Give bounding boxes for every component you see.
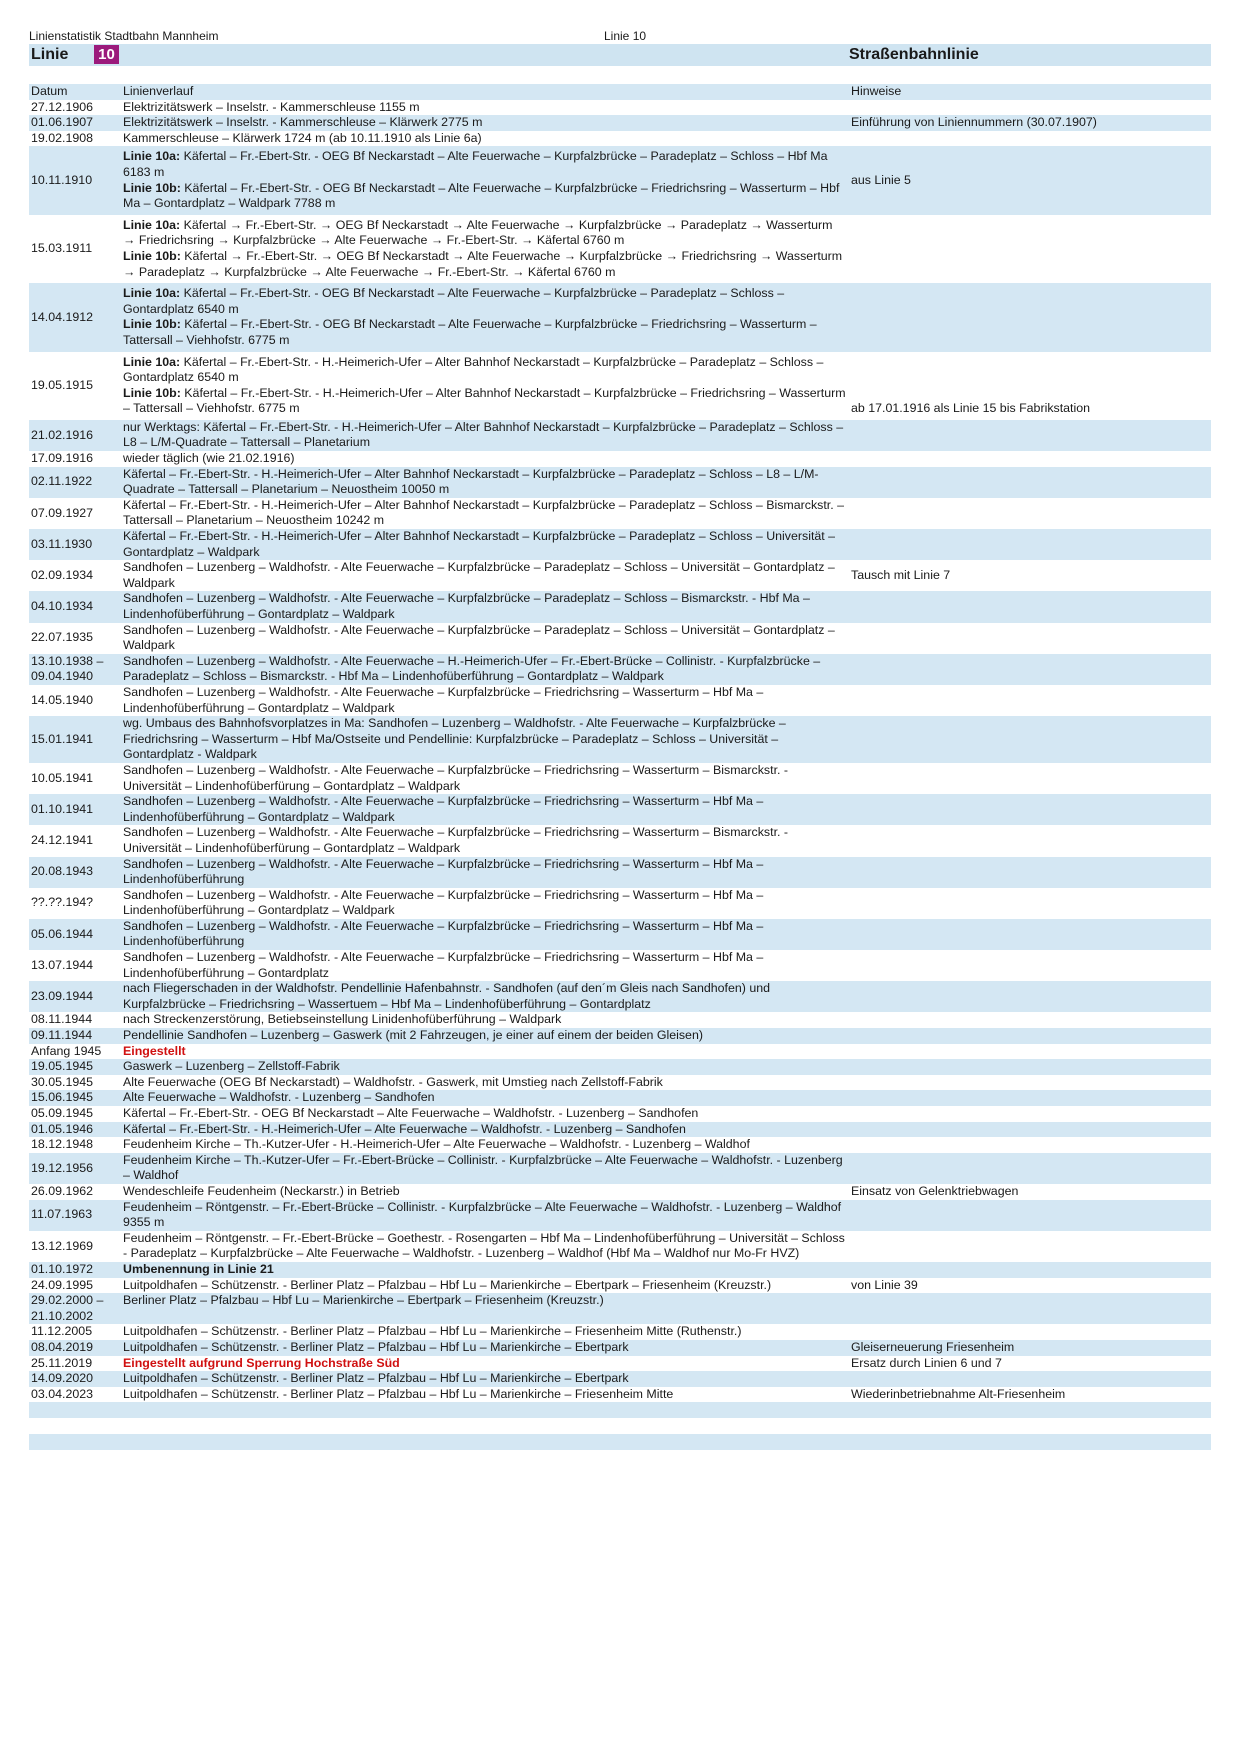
route-text: wg. Umbaus des Bahnhofsvorplatzes in Ma: Sandhofen – Luzenberg – Waldhofstr. - Alte Feuerwache – Kurpfalzbrücke – Friedrichsring – Wasserturm – Hbf Ma/Ostseite und Pendellinie: Kurpfalzbrücke – Paradeplatz – Schloss – Universität – Gontardplatz - Waldpark	[123, 716, 786, 762]
row-route	[123, 1106, 847, 1122]
row-note	[847, 1137, 1211, 1153]
row-date: 05.06.1944	[31, 926, 94, 941]
row-route	[123, 623, 847, 654]
row-route	[123, 529, 847, 560]
row-date: 30.05.1945	[31, 1074, 94, 1089]
row-note	[847, 467, 1211, 498]
row-note	[847, 100, 1211, 116]
table-row	[29, 1137, 1211, 1153]
row-note	[847, 825, 1211, 856]
row-date: 17.09.1916	[31, 451, 94, 466]
route-text: Kammerschleuse – Klärwerk 1724 m (ab 10.11.1910 als Linie 6a)	[123, 130, 482, 145]
row-route	[123, 149, 847, 211]
row-note: ab 17.01.1916 als Linie 15 bis Fabrikstation	[851, 401, 1091, 416]
row-route	[123, 763, 847, 794]
row-date: 18.12.1948	[31, 1137, 94, 1152]
row-date: Anfang 1945	[31, 1043, 102, 1058]
table-row	[29, 115, 1211, 131]
row-date: 09.11.1944	[31, 1028, 93, 1043]
route-text: Sandhofen – Luzenberg – Waldhofstr. - Alte Feuerwache – Kurpfalzbrücke – Friedrichsring – Wasserturm – Hbf Ma – Lindenhofüberführung – Gontardplatz	[123, 950, 764, 980]
row-route	[123, 467, 847, 498]
row-route	[123, 286, 847, 348]
route-text: Luitpoldhafen – Schützenstr. - Berliner Platz – Pfalzbau – Hbf Lu – Marienkirche – Ebertpark	[123, 1339, 629, 1354]
row-route	[123, 115, 847, 131]
row-note	[847, 1153, 1211, 1184]
row-route	[123, 1184, 847, 1200]
row-date: 19.05.1945	[31, 1059, 94, 1074]
line-title-label: Linie	[31, 46, 69, 63]
route-a-text: Käfertal – Fr.-Ebert-Str. - OEG Bf Neckarstadt – Alte Feuerwache – Kurpfalzbrücke – Paradeplatz – Schloss – Gontardplatz 6540 m	[123, 286, 785, 316]
row-route	[123, 1137, 847, 1153]
route-text: Wendeschleife Feudenheim (Neckarstr.) in Betrieb	[123, 1183, 400, 1198]
route-a-text: Käfertal – Fr.-Ebert-Str. - H.-Heimerich-Ufer – Alter Bahnhof Neckarstadt – Kurpfalzbrücke – Paradeplatz – Schloss – Gontardplatz 6540 m	[123, 354, 824, 385]
row-route	[123, 685, 847, 716]
row-route	[123, 1200, 847, 1231]
row-date: 19.02.1908	[31, 130, 94, 145]
row-date: 01.10.1972	[31, 1261, 94, 1276]
table-row	[29, 1356, 1211, 1372]
table-row	[29, 1387, 1211, 1403]
row-route	[123, 1293, 847, 1324]
row-date: 19.12.1956	[31, 1160, 94, 1175]
table-row	[29, 591, 1211, 622]
row-note	[847, 286, 1211, 348]
route-text: Alte Feuerwache (OEG Bf Neckarstadt) – Waldhofstr. - Gaswerk, mit Umstieg nach Zellstoff-Fabrik	[123, 1074, 663, 1089]
row-date: 19.05.1915	[31, 377, 94, 392]
route-text: Käfertal – Fr.-Ebert-Str. - H.-Heimerich-Ufer – Alter Bahnhof Neckarstadt – Kurpfalzbrücke – Paradeplatz – Schloss – Universität – Gontardplatz – Waldpark	[123, 529, 836, 559]
route-text: Käfertal – Fr.-Ebert-Str. - H.-Heimerich-Ufer – Alte Feuerwache – Waldhofstr. - Luzenberg – Sandhofen	[123, 1121, 686, 1136]
route-b-text: Käfertal → Fr.-Ebert-Str. → OEG Bf Neckarstadt → Alte Feuerwache → Kurpfalzbrücke → Friedrichsring → Wasserturm → Paradeplatz → Kurpfalzbrücke → Alte Feuerwache → Fr.-Ebert-Str. → Käfertal 6760 m	[123, 248, 843, 279]
table-row	[29, 794, 1211, 825]
row-note: Tausch mit Linie 7	[851, 568, 951, 583]
row-route	[123, 1231, 847, 1262]
row-route	[123, 1371, 847, 1387]
route-a-text: Käfertal → Fr.-Ebert-Str. → OEG Bf Neckarstadt → Alte Feuerwache → Kurpfalzbrücke → Paradeplatz → Wasserturm → Friedrichsring → Kurpfalzbrücke → Alte Feuerwache → Fr.-Ebert-Str. → Käfertal 6760 m	[123, 217, 833, 248]
route-text: nach Fliegerschaden in der Waldhofstr. Pendellinie Hafenbahnstr. - Sandhofen (auf den´m Gleis nach Sandhofen) und Kurpfalzbrücke – Friedrichsring – Wassertuem – Hbf Ma – Lindenhofüberführung – Gontardplatz	[123, 981, 771, 1011]
row-date: ??.??.194?	[31, 895, 94, 910]
row-route	[123, 888, 847, 919]
route-text: Sandhofen – Luzenberg – Waldhofstr. - Alte Feuerwache – Kurpfalzbrücke – Friedrichsring – Wasserturm – Hbf Ma – Lindenhofüberführung – Gontardplatz – Waldpark	[123, 794, 764, 824]
row-note	[847, 857, 1211, 888]
table-row	[29, 215, 1211, 283]
row-route	[123, 560, 847, 591]
row-note	[847, 1371, 1211, 1387]
column-header-route: Linienverlauf	[123, 84, 194, 98]
row-route	[123, 1262, 847, 1278]
row-route	[123, 355, 847, 417]
row-route	[123, 981, 847, 1012]
empty-row	[29, 1434, 1211, 1450]
route-text: Käfertal – Fr.-Ebert-Str. - OEG Bf Neckarstadt – Alte Feuerwache – Waldhofstr. - Luzenberg – Sandhofen	[123, 1106, 699, 1120]
route-text: Luitpoldhafen – Schützenstr. - Berliner Platz – Pfalzbau – Hbf Lu – Marienkirche – Ebertpark	[123, 1371, 629, 1386]
row-date: 15.03.1911	[31, 241, 93, 256]
row-date: 01.10.1941	[31, 801, 94, 816]
route-text: Sandhofen – Luzenberg – Waldhofstr. - Alte Feuerwache – Kurpfalzbrücke – Friedrichsring – Wasserturm – Hbf Ma – Lindenhofüberführung	[123, 918, 764, 949]
row-note	[847, 1106, 1211, 1122]
column-header-date: Datum	[31, 84, 68, 98]
row-route	[123, 131, 847, 147]
page-header	[29, 26, 1211, 44]
row-date: 02.09.1934	[31, 568, 94, 583]
row-route	[123, 1153, 847, 1184]
row-date: 20.08.1943	[31, 864, 94, 879]
route-text: Sandhofen – Luzenberg – Waldhofstr. - Alte Feuerwache – Kurpfalzbrücke – Paradeplatz – Schloss – Bismarckstr. - Hbf Ma – Lindenhofüberführung – Gontardplatz – Waldpark	[123, 591, 810, 621]
route-text: nach Streckenzerstörung, Betiebseinstellung Linidenhofüberführung – Waldpark	[123, 1012, 562, 1027]
row-route	[123, 716, 847, 763]
table-row	[29, 1293, 1211, 1324]
row-route	[123, 950, 847, 981]
row-note	[847, 529, 1211, 560]
table-row	[29, 529, 1211, 560]
row-date: 14.05.1940	[31, 692, 94, 707]
table-row	[29, 919, 1211, 950]
row-date: 25.11.2019	[31, 1355, 93, 1370]
table-row	[29, 1028, 1211, 1044]
route-text: Sandhofen – Luzenberg – Waldhofstr. - Alte Feuerwache – Kurpfalzbrücke – Friedrichsring – Wasserturm – Hbf Ma – Lindenhofüberführung	[123, 856, 764, 887]
route-text: Sandhofen – Luzenberg – Waldhofstr. - Alte Feuerwache – Kurpfalzbrücke – Friedrichsring – Wasserturm – Hbf Ma – Lindenhofüberführung – Gontardplatz – Waldpark	[123, 887, 764, 918]
row-route	[123, 420, 847, 451]
table-row	[29, 131, 1211, 147]
column-header-notes: Hinweise	[851, 84, 902, 98]
row-route	[123, 1356, 847, 1372]
row-note	[847, 685, 1211, 716]
table-row	[29, 420, 1211, 451]
row-route	[123, 591, 847, 622]
route-text: Feudenheim – Röntgenstr. – Fr.-Ebert-Brücke – Goethestr. - Rosengarten – Hbf Ma – Lindenhofüberführung – Universität – Schloss - Paradeplatz – Kurpfalzbrücke – Alte Feuerwache – Waldhofstr. - Luzenberg – Waldhof (Hbf Ma – Waldhof nur Mo-Fr HVZ)	[123, 1230, 845, 1261]
row-note: Ersatz durch Linien 6 und 7	[851, 1355, 1002, 1370]
spacer	[29, 66, 1211, 84]
row-date: 21.02.1916	[31, 427, 94, 442]
route-a-label: Linie 10a:	[123, 217, 181, 232]
table-row	[29, 560, 1211, 591]
row-date: 03.11.1930	[31, 536, 93, 551]
row-note	[847, 981, 1211, 1012]
route-a-label: Linie 10a:	[123, 286, 181, 301]
row-date: 26.09.1962	[31, 1183, 94, 1198]
row-note: von Linie 39	[851, 1277, 918, 1292]
table-row	[29, 888, 1211, 919]
row-route	[123, 1012, 847, 1028]
column-header-row	[29, 84, 1211, 100]
row-date: 11.12.2005	[31, 1324, 93, 1339]
row-date: 29.02.2000 – 21.10.2002	[31, 1293, 104, 1323]
route-text: Pendellinie Sandhofen – Luzenberg – Gaswerk (mit 2 Fahrzeugen, je einer auf einem der beiden Gleisen)	[123, 1028, 703, 1043]
table-row	[29, 1012, 1211, 1028]
row-date: 04.10.1934	[31, 599, 94, 614]
route-text: Luitpoldhafen – Schützenstr. - Berliner Platz – Pfalzbau – Hbf Lu – Marienkirche – Ebertpark – Friesenheim (Kreuzstr.)	[123, 1277, 772, 1292]
row-note: aus Linie 5	[851, 172, 911, 187]
table-row	[29, 685, 1211, 716]
row-route	[123, 1324, 847, 1340]
row-note: Einsatz von Gelenktriebwagen	[851, 1183, 1019, 1198]
route-text: Sandhofen – Luzenberg – Waldhofstr. - Alte Feuerwache – Kurpfalzbrücke – Paradeplatz – Schloss – Universität – Gontardplatz – Waldpark	[123, 560, 835, 590]
table-row	[29, 825, 1211, 856]
row-note	[847, 498, 1211, 529]
row-note	[847, 888, 1211, 919]
route-text: nur Werktags: Käfertal – Fr.-Ebert-Str. - H.-Heimerich-Ufer – Alter Bahnhof Neckarstadt – Kurpfalzbrücke – Paradeplatz – Schloss – L8 – L/M-Quadrate – Tattersall – Planetarium	[123, 419, 844, 450]
table-row	[29, 763, 1211, 794]
route-b-text: Käfertal – Fr.-Ebert-Str. - H.-Heimerich-Ufer – Alter Bahnhof Neckarstadt – Kurpfalzbrücke – Friedrichsring – Wasserturm – Tattersall – Viehhofstr. 6775 m	[123, 385, 846, 416]
row-route	[123, 825, 847, 856]
row-date: 08.04.2019	[31, 1339, 94, 1354]
table-row	[29, 857, 1211, 888]
row-date: 13.12.1969	[31, 1238, 94, 1253]
row-route	[123, 498, 847, 529]
table-row	[29, 1231, 1211, 1262]
row-route	[123, 1387, 847, 1403]
row-note	[847, 1324, 1211, 1340]
route-b-label: Linie 10b:	[123, 180, 181, 195]
table-row	[29, 981, 1211, 1012]
row-route	[123, 857, 847, 888]
row-note	[847, 623, 1211, 654]
document-page	[29, 26, 1211, 1450]
row-date: 24.09.1995	[31, 1277, 94, 1292]
row-route	[123, 1090, 847, 1106]
row-date: 27.12.1906	[31, 99, 94, 114]
route-text: Eingestellt	[123, 1043, 186, 1058]
row-route	[123, 1122, 847, 1138]
row-note	[847, 1231, 1211, 1262]
route-text: Käfertal – Fr.-Ebert-Str. - H.-Heimerich-Ufer – Alter Bahnhof Neckarstadt – Kurpfalzbrücke – Paradeplatz – Schloss – Bismarckstr. – Tattersall – Planetarium – Neuostheim 10242 m	[123, 497, 845, 528]
table-row	[29, 950, 1211, 981]
row-note	[847, 1028, 1211, 1044]
row-note	[847, 1059, 1211, 1075]
row-route	[123, 1075, 847, 1091]
row-date: 05.09.1945	[31, 1106, 94, 1120]
table-row	[29, 623, 1211, 654]
row-note: Einführung von Liniennummern (30.07.1907)	[851, 115, 1097, 130]
line-type: Straßenbahnlinie	[849, 46, 979, 63]
row-route	[123, 1278, 847, 1294]
row-date: 15.06.1945	[31, 1090, 94, 1105]
row-note	[847, 131, 1211, 147]
row-note	[847, 1293, 1211, 1324]
table-row	[29, 1153, 1211, 1184]
table-row	[29, 1059, 1211, 1075]
table-row	[29, 1044, 1211, 1060]
table-row	[29, 451, 1211, 467]
row-note	[847, 716, 1211, 763]
route-text: Feudenheim Kirche – Th.-Kutzer-Ufer – Fr.-Ebert-Brücke – Collinistr. - Kurpfalzbrücke – Alte Feuerwache – Waldhofstr. - Luzenberg – Waldhof	[123, 1152, 843, 1183]
row-note	[847, 591, 1211, 622]
row-date: 02.11.1922	[31, 474, 93, 489]
row-note	[847, 950, 1211, 981]
route-a-text: Käfertal – Fr.-Ebert-Str. - OEG Bf Neckarstadt – Alte Feuerwache – Kurpfalzbrücke – Paradeplatz – Schloss – Hbf Ma 6183 m	[123, 149, 828, 179]
row-date: 14.04.1912	[31, 309, 94, 324]
route-text: Gaswerk – Luzenberg – Zellstoff-Fabrik	[123, 1059, 340, 1074]
row-note	[847, 451, 1211, 467]
row-note	[847, 420, 1211, 451]
table-row	[29, 1106, 1211, 1122]
route-text: Umbenennung in Linie 21	[123, 1261, 274, 1276]
row-route	[123, 1028, 847, 1044]
row-note	[847, 1200, 1211, 1231]
row-note	[847, 1012, 1211, 1028]
history-table	[29, 100, 1211, 1403]
row-date: 10.11.1910	[31, 172, 93, 187]
row-note	[847, 1122, 1211, 1138]
table-row	[29, 1200, 1211, 1231]
row-date: 01.06.1907	[31, 115, 94, 130]
row-note	[847, 919, 1211, 950]
row-note	[847, 763, 1211, 794]
route-text: Sandhofen – Luzenberg – Waldhofstr. - Alte Feuerwache – Kurpfalzbrücke – Friedrichsring – Wasserturm – Hbf Ma – Lindenhofüberführung – Gontardplatz – Waldpark	[123, 684, 764, 715]
table-row	[29, 1278, 1211, 1294]
line-title-bar	[29, 44, 1211, 66]
row-date: 03.04.2023	[31, 1386, 94, 1401]
table-row	[29, 1324, 1211, 1340]
row-note	[847, 1262, 1211, 1278]
row-note: Wiederinbetriebnahme Alt-Friesenheim	[851, 1386, 1066, 1401]
table-row	[29, 1075, 1211, 1091]
route-b-text: Käfertal – Fr.-Ebert-Str. - OEG Bf Neckarstadt – Alte Feuerwache – Kurpfalzbrücke – Friedrichsring – Wasserturm – Tattersall – Viehhofstr. 6775 m	[123, 317, 817, 347]
row-date: 08.11.1944	[31, 1012, 93, 1027]
row-route	[123, 1044, 847, 1060]
row-note: Gleiserneuerung Friesenheim	[851, 1339, 1015, 1354]
row-date: 24.12.1941	[31, 833, 94, 848]
route-text: Sandhofen – Luzenberg – Waldhofstr. - Alte Feuerwache – H.-Heimerich-Ufer – Fr.-Ebert-Brücke – Collinistr. - Kurpfalzbrücke – Paradeplatz – Schloss – Bismarckstr. - Hbf Ma – Lindenhofüberführung – Gontardplatz – Waldpark	[123, 653, 821, 684]
row-note	[847, 654, 1211, 685]
route-text: Eingestellt aufgrund Sperrung Hochstraße Süd	[123, 1355, 400, 1370]
route-text: Sandhofen – Luzenberg – Waldhofstr. - Alte Feuerwache – Kurpfalzbrücke – Friedrichsring – Wasserturm – Bismarckstr. - Universität – Lindenhofüberfürung – Gontardplatz – Waldpark	[123, 762, 789, 793]
row-route	[123, 919, 847, 950]
page-subtitle: Linie 10	[604, 29, 647, 43]
row-route	[123, 218, 847, 280]
row-date: 07.09.1927	[31, 505, 94, 520]
table-row	[29, 498, 1211, 529]
route-a-label: Linie 10a:	[123, 149, 181, 164]
table-row	[29, 283, 1211, 351]
table-row	[29, 1122, 1211, 1138]
empty-row	[29, 1402, 1211, 1418]
row-date: 10.05.1941	[31, 770, 94, 785]
route-text: Elektrizitätswerk – Inselstr. - Kammerschleuse 1155 m	[123, 99, 420, 114]
table-row	[29, 1184, 1211, 1200]
row-date: 23.09.1944	[31, 989, 94, 1004]
row-date: 01.05.1946	[31, 1121, 94, 1136]
row-date: 15.01.1941	[31, 731, 94, 746]
row-note	[847, 1075, 1211, 1091]
route-text: Alte Feuerwache – Waldhofstr. - Luzenberg – Sandhofen	[123, 1090, 435, 1105]
route-text: Luitpoldhafen – Schützenstr. - Berliner Platz – Pfalzbau – Hbf Lu – Marienkirche – Friesenheim Mitte (Ruthenstr.)	[123, 1324, 742, 1339]
route-text: Käfertal – Fr.-Ebert-Str. - H.-Heimerich-Ufer – Alter Bahnhof Neckarstadt – Kurpfalzbrücke – Paradeplatz – Schloss – L8 – L/M-Quadrate – Tattersall – Planetarium – Neuostheim 10050 m	[123, 466, 819, 497]
route-b-text: Käfertal – Fr.-Ebert-Str. - OEG Bf Neckarstadt – Alte Feuerwache – Kurpfalzbrücke – Friedrichsring – Wasserturm – Hbf Ma – Gontardplatz – Waldpark 7788 m	[123, 180, 840, 211]
route-text: Luitpoldhafen – Schützenstr. - Berliner Platz – Pfalzbau – Hbf Lu – Marienkirche – Friesenheim Mitte	[123, 1386, 674, 1401]
table-row	[29, 1340, 1211, 1356]
row-date: 13.07.1944	[31, 957, 94, 972]
row-note	[847, 1090, 1211, 1106]
row-note	[847, 1044, 1211, 1060]
empty-row	[29, 1418, 1211, 1434]
route-text: Feudenheim – Röntgenstr. – Fr.-Ebert-Brücke – Collinistr. - Kurpfalzbrücke – Alte Feuerwache – Waldhofstr. - Luzenberg – Waldhof 9355 m	[123, 1199, 842, 1230]
table-row	[29, 1371, 1211, 1387]
table-row	[29, 716, 1211, 763]
route-b-label: Linie 10b:	[123, 317, 181, 332]
route-b-label: Linie 10b:	[123, 385, 181, 400]
row-route	[123, 794, 847, 825]
table-row	[29, 1090, 1211, 1106]
table-row	[29, 467, 1211, 498]
table-row	[29, 100, 1211, 116]
row-route	[123, 451, 847, 467]
table-row	[29, 352, 1211, 420]
row-route	[123, 100, 847, 116]
line-number-badge: 10	[94, 45, 119, 64]
table-row	[29, 654, 1211, 685]
row-note	[847, 218, 1211, 280]
row-route	[123, 1059, 847, 1075]
route-a-label: Linie 10a:	[123, 354, 181, 369]
route-text: Elektrizitätswerk – Inselstr. - Kammerschleuse – Klärwerk 2775 m	[123, 115, 483, 130]
row-date: 13.10.1938 – 09.04.1940	[31, 653, 104, 684]
route-text: wieder täglich (wie 21.02.1916)	[123, 451, 295, 466]
row-date: 11.07.1963	[31, 1207, 93, 1222]
table-row	[29, 1262, 1211, 1278]
route-text: Feudenheim Kirche – Th.-Kutzer-Ufer - H.-Heimerich-Ufer – Alte Feuerwache – Waldhofstr. - Luzenberg – Waldhof	[123, 1137, 750, 1152]
row-note	[847, 794, 1211, 825]
route-text: Sandhofen – Luzenberg – Waldhofstr. - Alte Feuerwache – Kurpfalzbrücke – Friedrichsring – Wasserturm – Bismarckstr. - Universität – Lindenhofüberfürung – Gontardplatz – Waldpark	[123, 825, 789, 855]
row-route	[123, 1340, 847, 1356]
row-route	[123, 654, 847, 685]
document-title: Linienstatistik Stadtbahn Mannheim	[29, 29, 219, 43]
row-date: 14.09.2020	[31, 1371, 94, 1386]
route-text: Sandhofen – Luzenberg – Waldhofstr. - Alte Feuerwache – Kurpfalzbrücke – Paradeplatz – Schloss – Universität – Gontardplatz – Waldpark	[123, 622, 835, 653]
route-b-label: Linie 10b:	[123, 248, 181, 263]
table-row	[29, 146, 1211, 214]
row-date: 22.07.1935	[31, 630, 94, 645]
route-text: Berliner Platz – Pfalzbau – Hbf Lu – Marienkirche – Ebertpark – Friesenheim (Kreuzstr.)	[123, 1293, 604, 1308]
